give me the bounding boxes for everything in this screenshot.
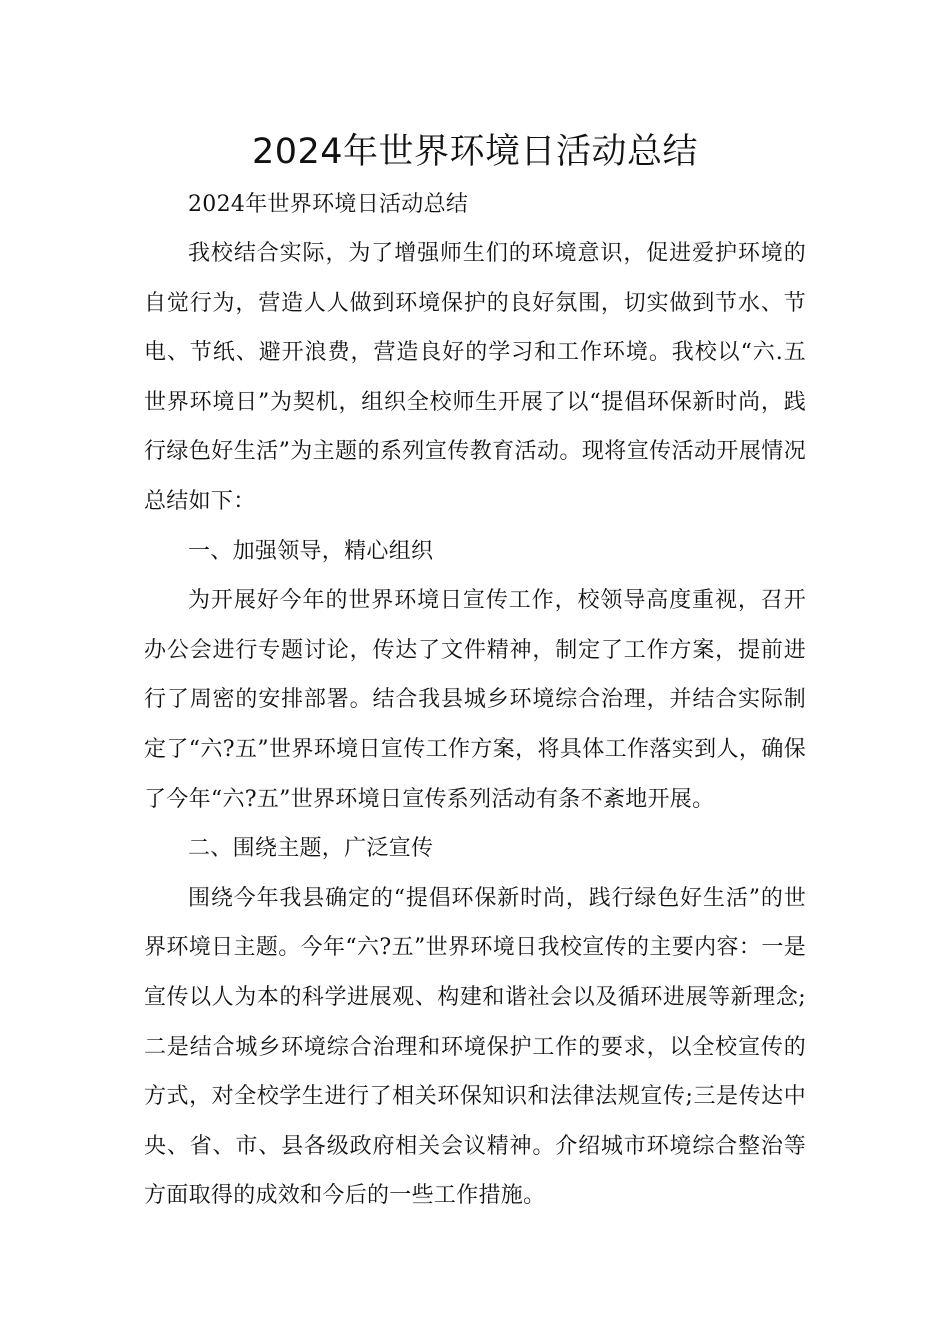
document-body <box>144 229 806 1221</box>
document-title: 2024年世界环境日活动总结 <box>251 132 699 172</box>
paragraph-section-1: 为开展好今年的世界环境日宣传工作，校领导高度重视，召开办公会进行专题讨论，传达了文件精神，制定了工作方案，提前进行了周密的安排部署。结合我县城乡环境综合治理，并结合实际制定了“六?五”世界环境日宣传工作方案，将具体工作落实到人，确保了今年“六?五”世界环境日宣传系列活动有条不紊地开展。 <box>144 588 806 812</box>
section-heading-2: 二、围绕主题，广泛宣传 <box>188 836 434 862</box>
paragraph-intro: 我校结合实际，为了增强师生们的环境意识，促进爱护环境的自觉行为，营造人人做到环境保护的良好氛围，切实做到节水、节电、节纸、避开浪费，营造良好的学习和工作环境。我校以“六.五世界环境日”为契机，组织全校师生开展了以“提倡环保新时尚，践行绿色好生活”为主题的系列宣传教育活动。现将宣传活动开展情况总结如下： <box>144 241 806 514</box>
paragraph-section-2: 围绕今年我县确定的“提倡环保新时尚，践行绿色好生活”的世界环境日主题。今年“六?五”世界环境日我校宣传的主要内容：一是宣传以人为本的科学进展观、构建和谐社会以及循环进展等新理念;二是结合城乡环境综合治理和环境保护工作的要求，以全校宣传的方式，对全校学生进行了相关环保知识和法律法规宣传;三是传达中央、省、市、县各级政府相关会议精神。介绍城市环境综合整治等方面取得的成效和今后的一些工作措施。 <box>144 885 806 1209</box>
document-subtitle: 2024年世界环境日活动总结 <box>188 192 469 217</box>
section-heading-1: 一、加强领导，精心组织 <box>188 538 434 564</box>
